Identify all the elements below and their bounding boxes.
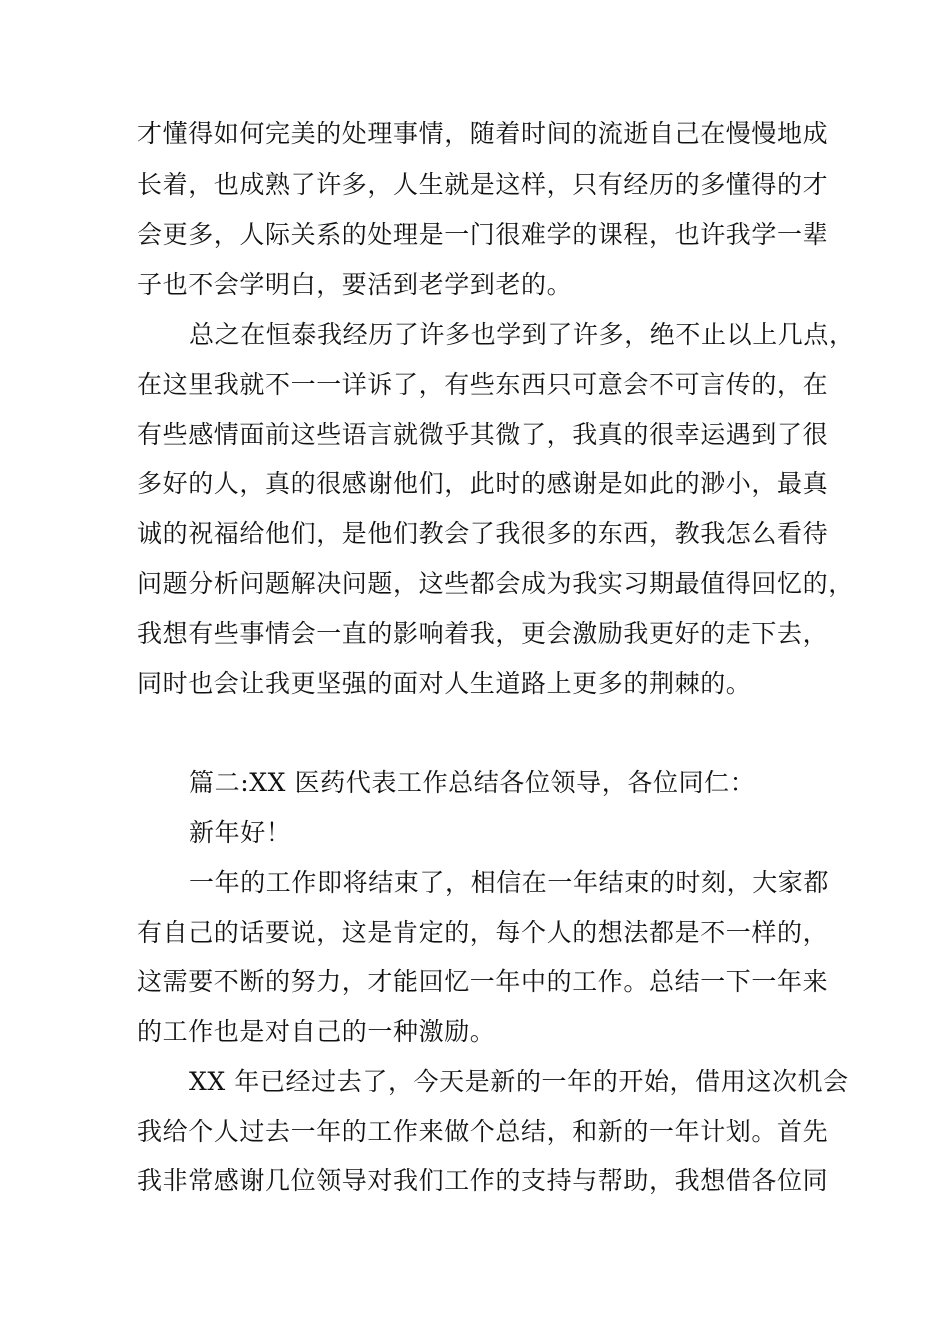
text-line: 这需要不断的努力，才能回忆一年中的工作。总结一下一年来 [137, 967, 829, 996]
text-line: 多好的人，真的很感谢他们，此时的感谢是如此的渺小，最真 [137, 469, 829, 498]
section-heading: 篇二:XX 医药代表工作总结各位领导，各位同仁： [189, 768, 756, 797]
greeting-line: 新年好！ [189, 818, 292, 847]
text-line: 我想有些事情会一直的影响着我，更会激励我更好的走下去， [137, 619, 829, 648]
text-line: 我非常感谢几位领导对我们工作的支持与帮助，我想借各位同 [137, 1166, 829, 1195]
text-line: 在这里我就不一一详诉了，有些东西只可意会不可言传的，在 [137, 370, 829, 399]
text-line: 长着，也成熟了许多，人生就是这样，只有经历的多懂得的才 [137, 170, 829, 199]
text-line: 我给个人过去一年的工作来做个总结，和新的一年计划。首先 [137, 1117, 829, 1146]
text-line: 问题分析问题解决问题，这些都会成为我实习期最值得回忆的， [137, 569, 854, 598]
text-line: 会更多，人际关系的处理是一门很难学的课程，也许我学一辈 [137, 220, 829, 249]
text-line: 同时也会让我更坚强的面对人生道路上更多的荆棘的。 [137, 669, 752, 698]
paragraph-first-line: 一年的工作即将结束了，相信在一年结束的时刻，大家都 [189, 868, 830, 897]
text-line: 才懂得如何完美的处理事情，随着时间的流逝自己在慢慢地成 [137, 119, 829, 148]
text-line: 子也不会学明白，要活到老学到老的。 [137, 270, 573, 299]
text-line: 诚的祝福给他们，是他们教会了我很多的东西，教我怎么看待 [137, 519, 829, 548]
paragraph-first-line: XX 年已经过去了，今天是新的一年的开始，借用这次机会 [189, 1067, 849, 1096]
paragraph-first-line: 总之在恒泰我经历了许多也学到了许多，绝不止以上几点， [189, 320, 855, 349]
text-line: 的工作也是对自己的一种激励。 [137, 1017, 496, 1046]
text-line: 有些感情面前这些语言就微乎其微了，我真的很幸运遇到了很 [137, 420, 829, 449]
text-line: 有自己的话要说，这是肯定的，每个人的想法都是不一样的， [137, 918, 829, 947]
